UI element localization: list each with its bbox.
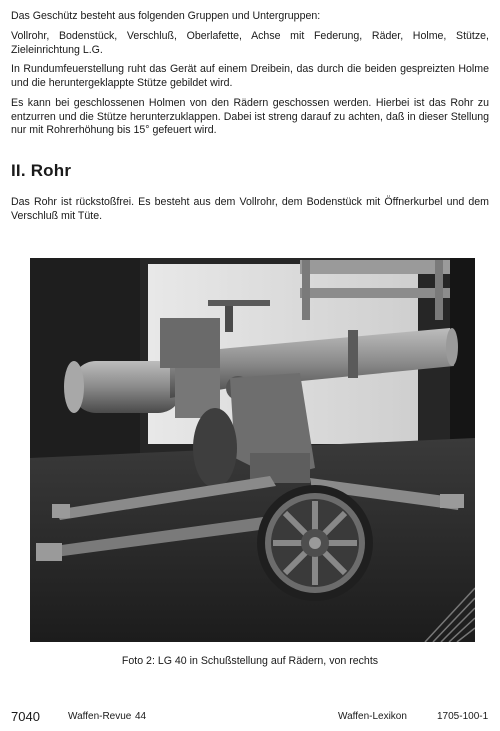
intro-paragraph-wheels: Es kann bei geschlossenen Holmen von den Rädern geschossen werden. Hierbei ist das Rohr zu entzurren und die Stütze herunterzuklappen. Dabei ist streng darauf zu achten, daß in dieser Stellung nur mit Rohrerhöhung bis 15° gefeuert wird. — [11, 97, 489, 137]
section-paragraph: Das Rohr ist rückstoßfrei. Es besteht aus dem Vollrohr, dem Bodenstück mit Öffnerkurbel und dem Verschluß mit Tüte. — [11, 196, 489, 222]
footer-journal: Waffen-Revue — [68, 711, 132, 722]
intro-paragraph-components: Vollrohr, Bodenstück, Verschluß, Oberlafette, Achse mit Federung, Räder, Holme, Stütze, Zieleinrichtung L.G. — [11, 30, 489, 56]
figure-caption: Foto 2: LG 40 in Schußstellung auf Rädern, von rechts — [121, 655, 379, 667]
footer-issue: 44 — [135, 711, 147, 722]
footer-lexikon: Waffen-Lexikon — [338, 711, 407, 722]
gun-photo — [30, 258, 475, 642]
footer-page-number: 7040 — [11, 709, 40, 724]
section-heading: II. Rohr — [11, 161, 72, 180]
gun-photo-illustration — [30, 258, 475, 642]
footer-code: 1705-100-1 — [437, 711, 489, 722]
intro-paragraph-tripod: In Rundumfeuerstellung ruht das Gerät auf einem Dreibein, das durch die beiden gespreizten Holme und die heruntergeklappte Stütze gebildet wird. — [11, 63, 489, 89]
intro-paragraph-groups: Das Geschütz besteht aus folgenden Gruppen und Untergruppen: — [11, 10, 321, 22]
